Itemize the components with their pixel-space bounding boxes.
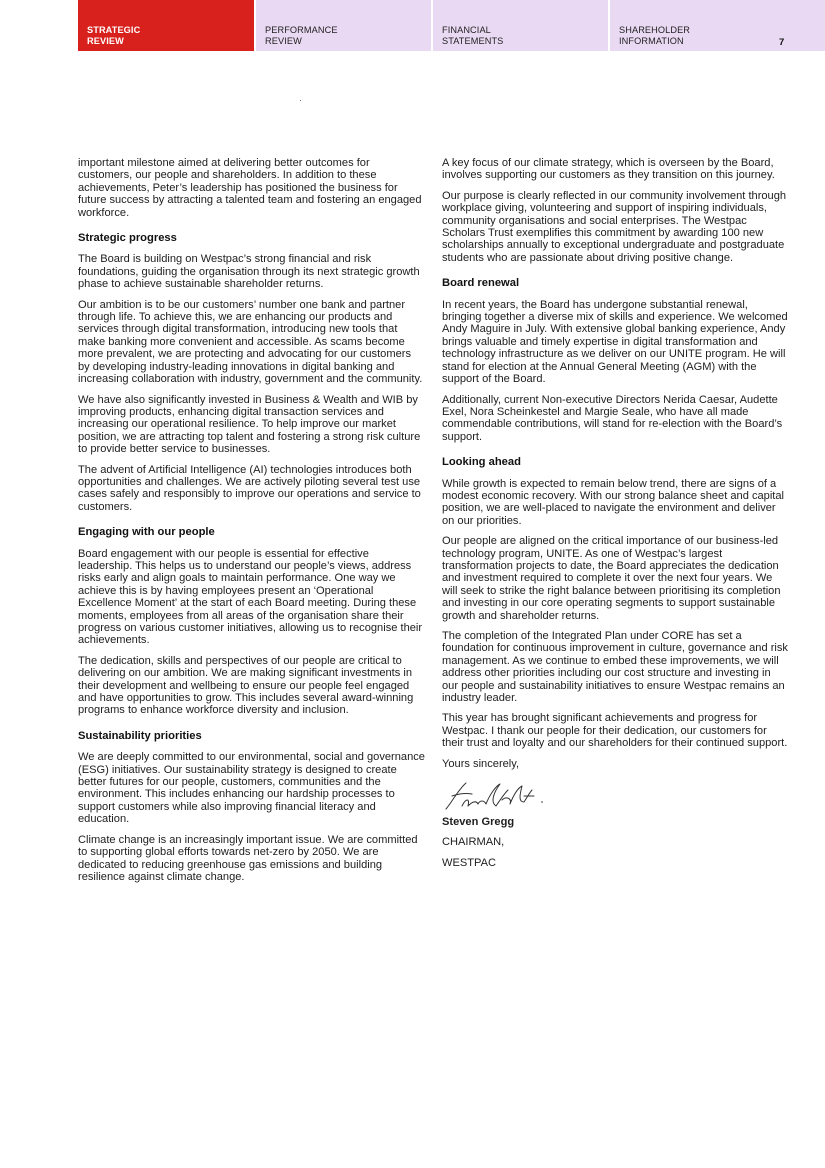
tab-financial-statements[interactable] [433,0,608,51]
heading-board-renewal: Board renewal [442,277,520,290]
tab-label-line1: SHAREHOLDER [619,25,691,35]
paragraph: The completion of the Integrated Plan under CORE has set a foundation for continuous improvement in culture, governance and risk management. As we continue to embed these improvements, we will address other priorities including our cost structure and investing in our people and sustainability initiatives to ensure Westpac remains an industry leader. [442,630,788,705]
print-speck [300,100,301,101]
signature-image [442,778,552,814]
tab-label-line2: INFORMATION [619,35,684,46]
paragraph: The dedication, skills and perspectives of our people are critical to delivering on our ambition. We are making significant investments in their development and wellbeing to ensure our people feel engaged and have opportunities to grow. This includes several award-winning programs to enhance workforce diversity and inclusion. [78,654,414,717]
tab-performance-review[interactable] [256,0,431,51]
paragraph: The advent of Artificial Intelligence (AI) technologies introduces both opportunities and challenges. We are actively piloting several test use cases safely and responsibly to improve our operations and service to customers. [78,463,421,513]
tab-label-line1: PERFORMANCE [265,25,338,35]
signer-title-line1: CHAIRMAN, [442,836,505,849]
tab-label-line2: REVIEW [265,35,302,46]
paragraph: Our purpose is clearly reflected in our community involvement through workplace giving, volunteering and support of inspiring individuals, community organisations and social enterprises. The Westpac Scholars Trust exemplifies this commitment by awarding 100 new scholarships annually to exceptional undergraduate and postgraduate students who are passionate about driving positive change. [442,189,787,264]
page-number: 7 [779,37,785,48]
section-tabs [78,0,825,51]
tab-label-line1: FINANCIAL [442,25,491,35]
paragraph: A key focus of our climate strategy, which is overseen by the Board, involves supporting our customers as they transition on this journey. [442,157,775,182]
paragraph: Additionally, current Non-executive Directors Nerida Caesar, Audette Exel, Nora Scheinkestel and Margie Seale, who have all made commendable contributions, will stand for re-election with the Board’s support. [442,393,783,443]
paragraph: Our people are aligned on the critical importance of our business-led technology program, UNITE. As one of Westpac’s largest transformation projects to date, the Board appreciates the dedication and investment required to complete it over the next four years. We will seek to strike the right balance between prioritising its completion and investing in our core operating segments to support sustainable growth and shareholder returns. [442,535,781,622]
paragraph: Climate change is an increasingly important issue. We are committed to supporting global efforts towards net-zero by 2050. We are dedicated to reducing greenhouse gas emissions and building resilience against climate change. [78,833,418,883]
right-column [442,157,789,877]
heading-sustainability-priorities: Sustainability priorities [78,729,202,742]
paragraph: While growth is expected to remain below trend, there are signs of a modest economic recovery. With our strong balance sheet and capital position, we are well-placed to navigate the environment and deliver on our priorities. [442,477,785,527]
paragraph: In recent years, the Board has undergone substantial renewal, bringing together a diverse mix of skills and experience. We welcomed Andy Maguire in July. With extensive global banking experience, Andy brings valuable and timely expertise in digital transformation and technology infrastructure as we deliver on our UNITE program. He will stand for election at the Annual General Meeting (AGM) with the support of the Board. [442,298,788,386]
paragraph: We are deeply committed to our environmental, social and governance (ESG) initiatives. Our sustainability strategy is designed to create better futures for our people, customers, communities and the environment. This includes enhancing our hardship processes to support customers while also improving financial literacy and education. [78,751,425,826]
closing-salutation: Yours sincerely, [442,757,520,770]
left-column [78,157,425,891]
tab-label-line2: STATEMENTS [442,35,504,46]
heading-engaging-with-our-people: Engaging with our people [78,526,215,539]
paragraph: Board engagement with our people is essential for effective leadership. This helps us to understand our people’s views, address risks early and align goals to maintain performance. One way we achieve this is by having employees present an ‘Operational Excellence Moment’ at the start of each Board meeting. During these moments, employees from all areas of the organisation share their progress on various customer initiatives, allowing us to recognise their achievements. [78,547,423,647]
signer-title-line2: WESTPAC [442,856,497,869]
tab-label-line1: STRATEGIC [87,25,141,35]
tab-strategic-review[interactable] [78,0,254,51]
paragraph: This year has brought significant achievements and progress for Westpac. I thank our people for their dedication, our customers for their trust and loyalty and our shareholders for their continued support. [442,712,788,750]
tab-label-line2: REVIEW [87,35,124,46]
paragraph: Our ambition is to be our customers’ number one bank and partner through life. To achieve this, we are enhancing our products and services through digital transformation, introducing new tools that make banking more convenient and accessible. As scams become more prevalent, we are protecting and advocating for our customers by developing industry-leading innovations in digital banking and increasing collaboration with industry, government and the community. [78,298,423,386]
paragraph: The Board is building on Westpac’s strong financial and risk foundations, guiding the organisation through its next strategic growth phase to achieve sustainable shareholder returns. [78,253,420,291]
tab-shareholder-information[interactable] [610,0,825,51]
signer-name: Steven Gregg [442,816,515,829]
paragraph: We have also significantly invested in Business & Wealth and WIB by improving products, enhancing digital transaction services and increasing our operational resilience. To help improve our market position, we are attracting top talent and fostering a strong risk culture to provide better service to businesses. [78,393,421,456]
heading-strategic-progress: Strategic progress [78,232,177,245]
intro-paragraph: important milestone aimed at delivering better outcomes for customers, our people and shareholders. In addition to these achievements, Peter’s leadership has positioned the business for future success by attracting a talented team and fostering an engaged workforce. [78,157,422,219]
heading-looking-ahead: Looking ahead [442,456,521,469]
